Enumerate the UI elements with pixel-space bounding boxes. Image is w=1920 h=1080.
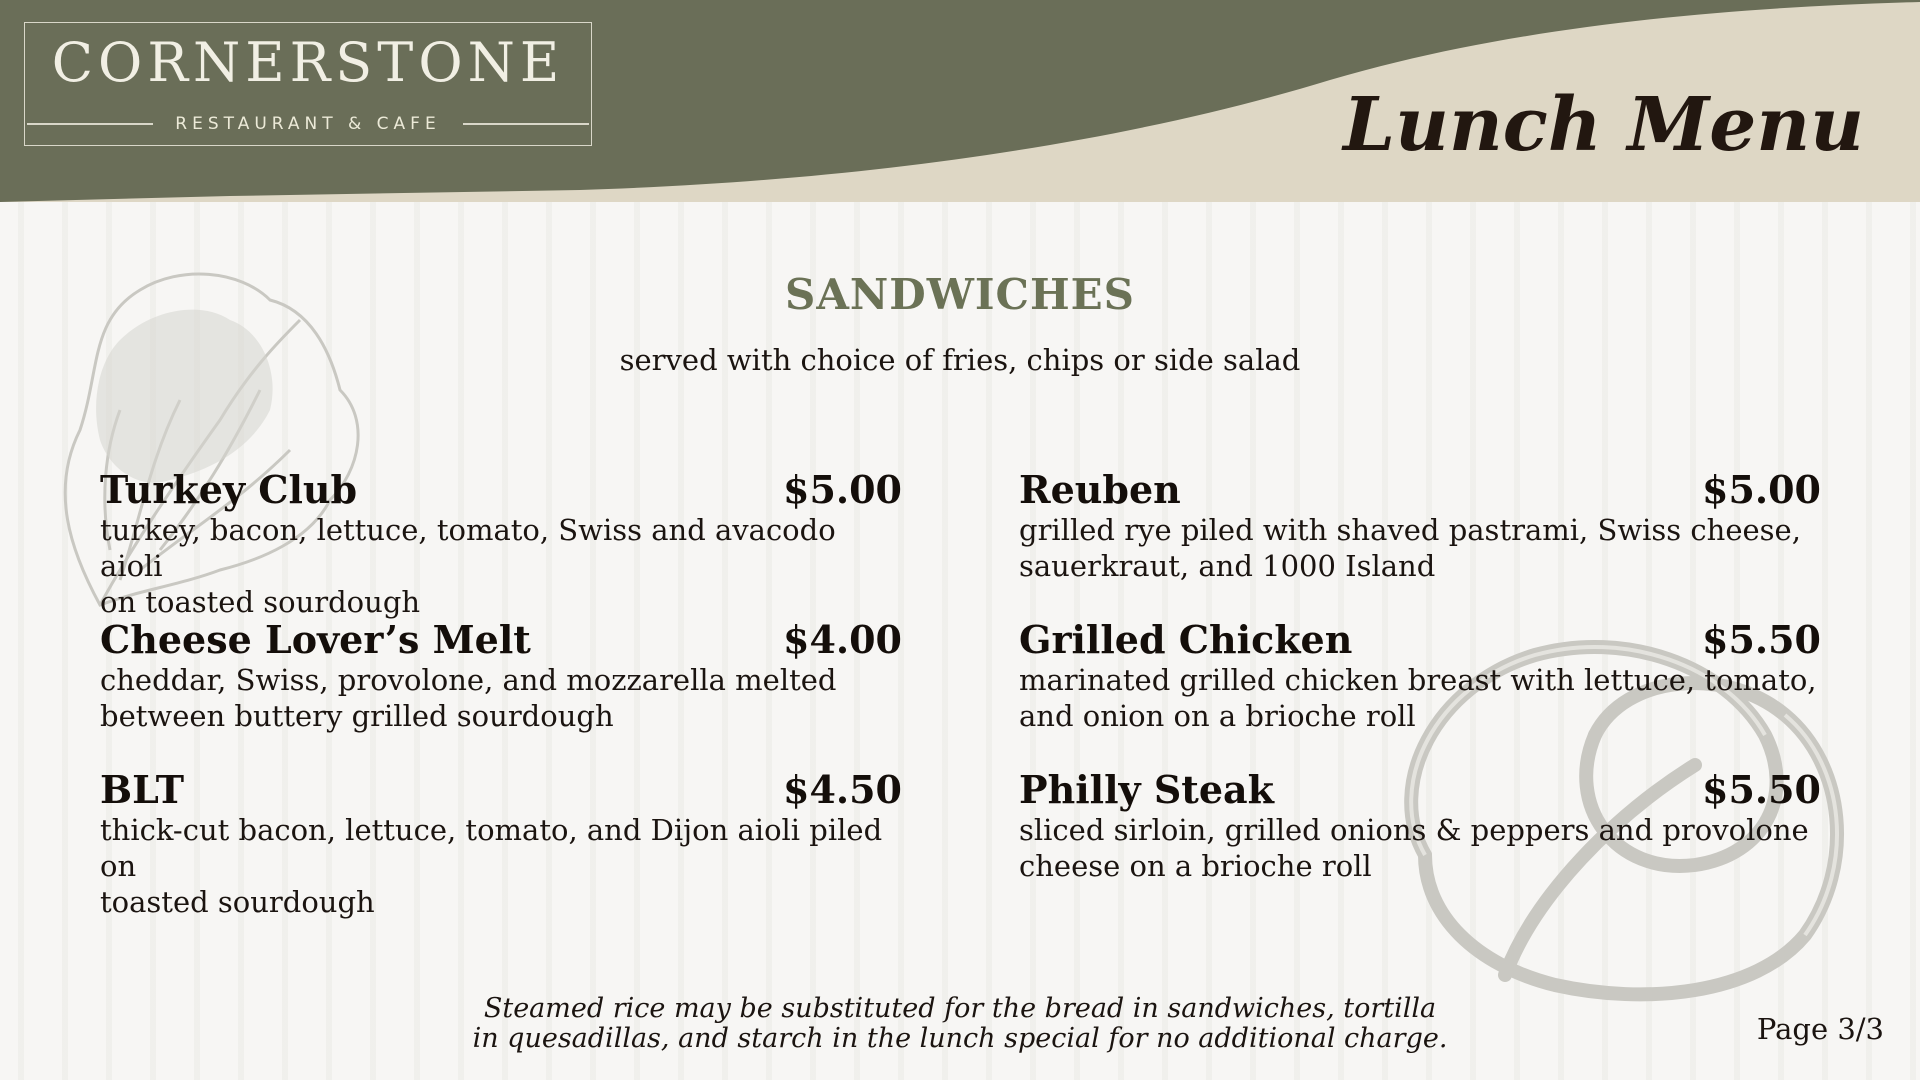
item-description-line-2: on toasted sourdough xyxy=(100,585,421,619)
item-price: $4.50 xyxy=(783,767,902,812)
section-title: SANDWICHES xyxy=(785,270,1135,319)
item-description-line-1: cheddar, Swiss, provolone, and mozzarella melted xyxy=(100,663,837,697)
menu-item-grilled-chicken xyxy=(1019,618,1821,734)
item-description-line-1: grilled rye piled with shaved pastrami, Swiss cheese, xyxy=(1019,513,1801,547)
menu-item-blt xyxy=(100,768,902,920)
item-name: Reuben xyxy=(1019,467,1181,512)
menu-item-cheese-lovers-melt xyxy=(100,618,902,734)
logo-divider-left xyxy=(27,123,153,125)
item-price: $5.50 xyxy=(1702,767,1821,812)
item-name: Philly Steak xyxy=(1019,767,1274,812)
logo-subtitle-row xyxy=(0,112,616,136)
section-subtitle: served with choice of fries, chips or side salad xyxy=(619,343,1301,377)
menu-title: Lunch Menu xyxy=(1343,82,1864,168)
item-price: $5.00 xyxy=(783,467,902,512)
item-description-line-2: between buttery grilled sourdough xyxy=(100,699,614,733)
item-description-line-2: and onion on a brioche roll xyxy=(1019,699,1416,733)
item-description-line-1: marinated grilled chicken breast with lettuce, tomato, xyxy=(1019,663,1817,697)
logo-name: CORNERSTONE xyxy=(51,31,565,94)
item-name: Grilled Chicken xyxy=(1019,617,1353,662)
menu-item-turkey-club xyxy=(100,468,902,620)
item-description-line-2: toasted sourdough xyxy=(100,885,375,919)
menu-item-reuben xyxy=(1019,468,1821,584)
item-description-line-1: thick-cut bacon, lettuce, tomato, and Dijon aioli piled on xyxy=(100,813,883,883)
item-price: $5.50 xyxy=(1702,617,1821,662)
header-banner xyxy=(0,0,1920,202)
item-name: BLT xyxy=(100,767,185,812)
page-number: Page 3/3 xyxy=(1756,1012,1884,1046)
logo-subtitle: RESTAURANT & CAFE xyxy=(153,114,462,134)
item-description-line-1: sliced sirloin, grilled onions & peppers and provolone xyxy=(1019,813,1809,847)
item-price: $4.00 xyxy=(783,617,902,662)
item-name: Turkey Club xyxy=(100,467,358,512)
footnote-line-2: in quesadillas, and starch in the lunch special for no additional charge. xyxy=(472,1023,1448,1054)
footnote-line-1: Steamed rice may be substituted for the bread in sandwiches, tortilla xyxy=(483,993,1437,1024)
logo-divider-right xyxy=(463,123,589,125)
item-price: $5.00 xyxy=(1702,467,1821,512)
menu-item-philly-steak xyxy=(1019,768,1821,884)
item-description-line-2: cheese on a brioche roll xyxy=(1019,849,1372,883)
item-description-line-2: sauerkraut, and 1000 Island xyxy=(1019,549,1436,583)
item-name: Cheese Lover’s Melt xyxy=(100,617,531,662)
item-description-line-1: turkey, bacon, lettuce, tomato, Swiss and avacodo aioli xyxy=(100,513,836,583)
substitution-footnote xyxy=(400,994,1520,1054)
